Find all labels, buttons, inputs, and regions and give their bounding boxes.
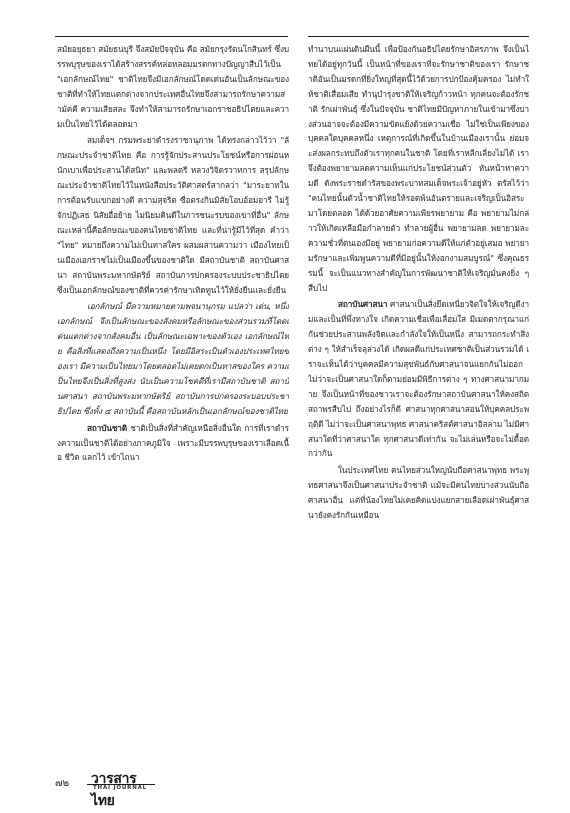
section-heading: สถาบันชาติ xyxy=(87,422,128,433)
section-paragraph xyxy=(308,297,529,461)
top-divider-right xyxy=(308,36,529,37)
journal-name: วารสารไทย xyxy=(91,771,137,809)
top-divider-left xyxy=(55,36,288,37)
section-text: ชาติเป็นสิ่งที่สำคัญเหนือสิ่งอื่นใด การที่เราดำรงความเป็นชาติได้อย่างภาคภูมิใจ เพราะมีบรรพบุรุษของเราเลือดเนื้อ ชีวิต แลกไว้ เข้าไถนา xyxy=(57,422,289,463)
paragraph: ในประเทศไทย คนไทยส่วนใหญ่นับถือศาสนาพุทธ พระพุทธศาสนาจึงเป็นศาสนาประจำชาติ แม้จะมีคนไทยบางส่วนนับถือศาสนาอื่น แต่ที่น้องไทยไม่เคยคิดแบ่งแยกสายเลือดเผ่าพันธุ์ศาสนายังคงรักกันเหมือน xyxy=(308,465,529,521)
paragraph: สมัยอยุธยา สมัยธนบุรี จึงสมัยปัจจุบัน คือ สมัยกรุงรัตนโกสินทร์ ซึ่งบรรพบุรุษของเราได้สร้างสรรค์หล่อหลอมมรดกทางปัญญาสืบไว้เป็น "เอกลักษณ์ไทย" ชาติไทยจึงมีเอกลักษณ์โดดเด่นอันเป็นลักษณะของชาติที่ทำให้ไทยแตกต่างจากประเทศอื่นไทยจึงสามารถรักษาความสามัคคี ความเสียสละ จึงทำให้สามารถรักษาเอกราชอธิปไตยและความเป็นไทยไว้ได้ตลอดมา xyxy=(57,44,289,129)
paragraph: ทำนาบนแผ่นดินผืนนี้ เพื่อป้องกันอธิปไตยรักษาอิสรภาพ จึงเป็นไทยได้อยู่ทุกวันนี้ เป็นหน้าที่ของเราที่จะรักษาชาติของเรา รักษาชาติอันเป็นมรดกที่ยิ่งใหญ่ที่สุดนี้ไว้ด้วยการปกป้องคุ้มครอง ไม่ทำให้ชาติเสื่อมเสีย ทำนุบำรุงชาติให้เจริญก้าวหน้า ทุกคนจะต้องรักชาติ รักเผ่าพันธุ์ ซึ่งในปัจจุบัน ชาติไทยมีปัญหาภายในเข้ามาซึ่งบางส่วนอาจจะต้องมีความขัดแย้งด้วยความเชื่อ ไม่ใช่เป็นเพียงของบุคคลใดบุคคลหนึ่ง เหตุการณ์ที่เกิดขึ้นในบ้านเมืองเรานั้น ย่อมจะส่งผลกระทบถึงตัวเราทุกคนในชาติ โดยที่เราหลีกเลี่ยงไม่ได้ เราจึงต้องพยายามลดความเห็นแก่ประโยชน์ส่วนตัว หันหน้าหาความดี ดังพระราชดำรัสของพระบาทสมเด็จพระเจ้าอยู่หัว ตรัสไว้ว่า "คนไทยนั้นตัวน้ำชาติไทยให้รอดพ้นอันตรายและเจริญเป็นอิสระมาโดยตลอด ได้ด้วยอาศัยความเพียรพยายาม คือ พยายามไม่กล่าวให้เกิดเหลือมือกำลายตัว ทำลายผู้อื่น พยายามลด พยายามละความชั่วที่ตนเองมีอยู่ พยายามก่อความดีให้แก่ตัวอยู่เสมอ พยายามรักษาและเพิ่มพูนความดีที่มีอยู่นั้นให้งอกงามสมบูรณ์" ซึ่งคุณธรรมนี้ จะเป็นแนวทางสำคัญในการพัฒนาชาติให้เจริญมั่นคงยิ่ง ๆ สืบไป xyxy=(308,44,529,293)
section-text: ศาสนาเป็นสิ่งยึดเหนี่ยวจิตใจให้เจริญดีงามและเป็นที่พึ่งทางใจ เกิดความเชื่อเพื่อเลื่อมใส มีเมตตากรุณาแก่กันช่วยประสานพลังจิตและกำลังใจให้เป็นหนึ่ง สามารถกระทำสิ่งต่าง ๆ ให้สำเร็จลุล่วงได้ เกิดผลดีแก่ประเทศชาติเป็นส่วนรวมได้ เราจะเห็นได้ว่าบุคคลมีความสุขพันธ์กับศาสนาจนแยกกันไม่ออก ไม่ว่าจะเป็นศาสนาใดก็ตามย่อมมีพิธีการต่าง ๆ ทางศาสนามากมาย จึงเป็นหน้าที่ของชาวเราจะต้องรักษาสถาบันศาสนาให้คงสถิตสถาพรสืบไป ถึงอย่างไรก็ดี ศาสนาทุกศาสนาสอนให้บุคคลประพฤติดี ไม่ว่าจะเป็นศาสนาพุทธ ศาสนาคริสต์ศาสนาอิสลาม ไม่มีศาสนาใดที่ว่าศาสนาใด ทุกศาสนาดีเท่ากัน จะไม่เล่นหรือจะไม่ดื้อตกว่ากัน xyxy=(308,299,529,459)
journal-name-en: THAI JOURNAL xyxy=(93,785,147,791)
section-paragraph xyxy=(57,421,289,466)
paragraph: สมเด็จฯ กรมพระยาดำรงราชานุภาพ ได้ทรงกล่าวไว้ว่า "ลักษณะประจำชาติไทย คือ การรู้จักประสานประโยชน์หรือการผ่อนหนักเบาเพื่อประสานได้สนิท" และพลตรี หลวงวิจิตรวาทการ สรุปลักษณะประจำชาติไทยไว้ในหนังสือประวัติศาสตร์สากลว่า "มาระยาทในการต้อนรับแขกอย่างดี ความสุจริต ซื่อตรงกินมิสัยโอบอ้อมอารี ไม่รู้จักปฏิเสธ นิสัยอื่อย้าย ไม่นิยมคินดีในการชนะรบของเขาที่อื่น" ลักษณะเหล่านี้คือลักษณะของคนไทยชาติไทย และที่น่ารู้มีไว้ที่สุด คำว่า "ไทย" หมายถึงความไม่เป็นทาสใคร ผสมผสานความว่า เมืองไทยเป็นเมืองเอกราชไม่เป็นเมืองขึ้นของชาติใด มีสถาบันชาติ สถาบันศาสนา สถาบันพระมหากษัตริย์ สถาบันการปกครองระบบประชาธิปไตย ซึ่งเป็นเอกลักษณ์ของชาติที่ควรค่ารักษาเทิดทูนไว้ให้ยั่งยืนและยั่งยืน xyxy=(57,135,289,295)
right-column xyxy=(308,42,529,654)
paragraph: เอกลักษณ์ มีความหมายตามพจนานุกรม แปลว่า เด่น, หนึ่ง เอกลักษณ์ จึงเป็นลักษณะของสังคมหรือลักษณะของส่วนรวมที่โดดเด่นแตกต่างจากสังคมอื่น เป็นลักษณะเฉพาะของตัวเอง เอกลักษณ์ไทย คือสิ่งที่แสดงถึงความเป็นหนึ่ง โดยมีอิสระเป็นตัวเองประเทศไทยของเรา มีความเป็นไทยมาโดยตลอดไม่เคยตกเป็นทาสของใคร ความเป็นไทยจึงเป็นสิ่งที่สูงส่ง นับเป็นความโชคดีที่เรามีสถาบันชาติ สถาบันศาสนา สถาบันพระมหากษัตริย์ สถาบันการปกครองระบอบประชาธิปไตย ซึ่งทั้ง ๔ สถาบันนี้ คือสถาบันหลักเป็นเอกลักษณ์ของชาติไทย xyxy=(57,301,289,416)
left-column xyxy=(57,42,289,755)
section-heading: สถาบันศาสนา xyxy=(338,299,388,310)
page-number: ๗๒ xyxy=(55,778,70,789)
journal-logo xyxy=(87,768,157,809)
page-footer xyxy=(55,768,255,809)
